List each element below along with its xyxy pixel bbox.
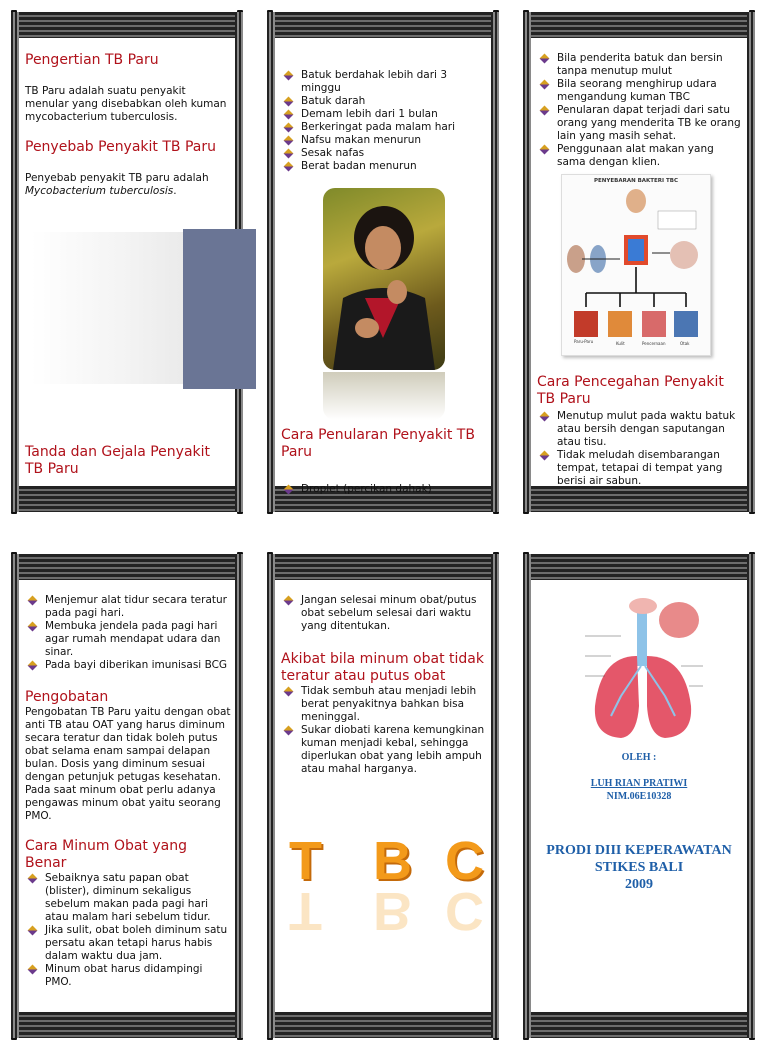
panel-1-content — [25, 52, 231, 198]
panel-6 — [523, 544, 755, 1024]
list-item: Penggunaan alat makan yang sama dengan klien. — [537, 143, 743, 169]
frame-right-bar — [491, 554, 499, 1038]
frame-left-bar — [11, 554, 19, 1038]
author-name: LUH RIAN PRATIWI — [590, 778, 688, 789]
list-item: Berkeringat pada malam hari — [281, 121, 487, 134]
panel-3-bottom — [537, 374, 743, 488]
list-item: Membuka jendela pada pagi hari agar rumah mendapat udara dan sinar. — [25, 620, 231, 659]
heading-penularan: Cara Penularan Penyakit TB Paru — [281, 427, 475, 460]
panel-4-content — [25, 594, 231, 989]
heading-pencegahan: Cara Pencegahan Penyakit TB Paru — [537, 374, 724, 407]
frame-right-bar — [491, 12, 499, 512]
frame-top-bar — [267, 554, 499, 580]
frame-top-bar — [523, 554, 755, 580]
heading-penyebab: Penyebab Penyakit TB Paru — [25, 139, 216, 155]
paragraph-pengobatan: Pengobatan TB Paru yaitu dengan obat anti TB atau OAT yang harus diminum secara teratur dan tidak boleh putus obat selama enam sampai delapan bulan. Dosis yang diminum sesuai dengan petunjuk petugas kesehatan. Pada saat minum obat perlu adanya pengawas minum obat yaitu seorang PMO. — [25, 706, 231, 822]
bullet-icon — [28, 596, 38, 606]
frame-left-bar — [523, 12, 531, 512]
heading-pengobatan: Pengobatan — [25, 689, 109, 705]
frame-bottom-bar — [523, 1012, 755, 1038]
steps-more-list — [281, 594, 487, 633]
bullet-icon — [284, 71, 294, 81]
year: 2009 — [625, 877, 653, 892]
list-item: Tidak meludah disembarangan tempat, tetapai di tempat yang berisi air sabun. — [537, 449, 743, 488]
photo-reflection — [323, 372, 445, 420]
bullet-icon — [540, 412, 550, 422]
paragraph-pengertian: TB Paru adalah suatu penyakit menular yang disebabkan oleh kuman mycobacterium tuberculosis. — [25, 85, 227, 123]
paragraph-penyebab: Penyebab penyakit TB paru adalah Mycobacterium tuberculosis. — [25, 172, 209, 197]
bullet-icon — [284, 97, 294, 107]
list-item: Batuk berdahak lebih dari 3 minggu — [281, 69, 487, 95]
list-item: Berat badan menurun — [281, 160, 487, 173]
heading-tanda-gejala: Tanda dan Gejala Penyakit TB Paru — [25, 444, 211, 477]
school-name: STIKES BALI — [594, 860, 684, 875]
bullet-icon — [284, 162, 294, 172]
diagram-label: Otak — [680, 341, 690, 346]
list-item: Tidak sembuh atau menjadi lebih berat penyakitnya bahkan bisa meninggal. — [281, 685, 487, 724]
author-label: OLEH : — [621, 752, 657, 763]
bullet-icon — [284, 726, 294, 736]
tbc-reflection-letter-b: B — [373, 881, 412, 941]
panel-5 — [267, 544, 499, 1024]
bullet-icon — [540, 54, 550, 64]
list-item: Menjemur alat tidur secara teratur pada pagi hari. — [25, 594, 231, 620]
bullet-icon — [540, 106, 550, 116]
panel-5-content — [281, 594, 487, 776]
panel-3-content — [537, 52, 743, 169]
list-item: Jangan selesai minum obat/putus obat sebelum selesai dari waktu yang ditentukan. — [281, 594, 487, 633]
frame-right-bar — [235, 554, 243, 1038]
bullet-icon — [540, 145, 550, 155]
transmission-more-list — [537, 52, 743, 169]
bullet-icon — [284, 687, 294, 697]
panel-2-bottom — [281, 427, 487, 496]
heading-akibat: Akibat bila minum obat tidak teratur atau putus obat — [281, 651, 484, 684]
program-name: PRODI DIII KEPERAWATAN — [546, 843, 732, 858]
frame-bottom-bar — [523, 486, 755, 512]
bullet-icon — [284, 485, 294, 495]
heading-cara-minum-obat: Cara Minum Obat yang Benar — [25, 838, 187, 871]
list-item: Droplet (percikan dahak) — [281, 483, 487, 496]
diagram-label: Paru-Paru — [574, 339, 594, 344]
list-item: Sesak nafas — [281, 147, 487, 160]
bullet-icon — [540, 451, 550, 461]
panel-2-content — [281, 69, 487, 173]
list-item: Sebaiknya satu papan obat (blister), diminum sekaligus sebelum makan pada pagi hari atau malam hari sebelum tidur. — [25, 872, 231, 924]
tbc-letter-c: C — [445, 831, 484, 891]
list-item: Minum obat harus didampingi PMO. — [25, 963, 231, 989]
list-item: Penularan dapat terjadi dari satu orang yang menderita TB ke orang lain yang masih sehat. — [537, 104, 743, 143]
consequences-list — [281, 685, 487, 776]
tbc-letter-b: B — [373, 831, 412, 891]
prevention-more-list — [25, 594, 231, 672]
list-item: Bila seorang menghirup udara mengandung kuman TBC — [537, 78, 743, 104]
list-item: Menutup mulut pada waktu batuk atau bersih dengan saputangan atau tisu. — [537, 410, 743, 449]
bullet-icon — [284, 110, 294, 120]
author-nim: NIM.06E10328 — [606, 791, 672, 802]
bullet-icon — [28, 926, 38, 936]
bullet-icon — [28, 661, 38, 671]
bullet-icon — [284, 136, 294, 146]
lungs-illustration — [581, 596, 705, 746]
frame-left-bar — [267, 12, 275, 512]
diagram-label: Pencernaan — [642, 341, 666, 346]
frame-right-bar — [747, 12, 755, 512]
list-item: Bila penderita batuk dan bersin tanpa menutup mulut — [537, 52, 743, 78]
decorative-gradient — [31, 232, 193, 384]
list-item: Pada bayi diberikan imunisasi BCG — [25, 659, 231, 672]
frame-top-bar — [11, 554, 243, 580]
bullet-icon — [540, 80, 550, 90]
institution-block — [523, 842, 755, 893]
list-item: Nafsu makan menurun — [281, 134, 487, 147]
bullet-icon — [284, 149, 294, 159]
panel-1-bottom — [25, 444, 231, 478]
list-item: Sukar diobati karena kemungkinan kuman menjadi kebal, sehingga diperlukan obat yang lebih ampuh atau mahal harganya. — [281, 724, 487, 776]
diagram-label: Kulit — [616, 341, 625, 346]
frame-left-bar — [267, 554, 275, 1038]
list-item: Jika sulit, obat boleh diminum satu persatu akan tetapi harus habis dalam waktu dua jam. — [25, 924, 231, 963]
frame-left-bar — [11, 12, 19, 512]
bullet-icon — [284, 123, 294, 133]
panel-4 — [11, 544, 243, 1024]
diagram-title: PENYEBARAN BAKTERI TBC — [594, 178, 678, 184]
panel-3 — [523, 0, 755, 522]
frame-bottom-bar — [267, 1012, 499, 1038]
frame-top-bar — [267, 12, 499, 38]
transmission-list — [281, 483, 487, 496]
prevention-list — [537, 410, 743, 488]
frame-top-bar — [523, 12, 755, 38]
symptom-list — [281, 69, 487, 173]
list-item: Demam lebih dari 1 bulan — [281, 108, 487, 121]
coughing-person-photo — [323, 188, 445, 370]
frame-bottom-bar — [11, 1012, 243, 1038]
panel-2 — [267, 0, 499, 522]
decorative-block — [183, 229, 256, 389]
tbc-letter-t: T — [289, 831, 322, 891]
list-item: Batuk darah — [281, 95, 487, 108]
tbc-wordart-reflection — [289, 881, 489, 941]
bullet-icon — [28, 965, 38, 975]
bullet-icon — [284, 596, 294, 606]
bullet-icon — [28, 874, 38, 884]
tbc-reflection-letter-t: T — [289, 881, 322, 941]
tbc-spread-diagram — [561, 174, 711, 356]
heading-pengertian: Pengertian TB Paru — [25, 52, 159, 68]
frame-bottom-bar — [11, 486, 243, 512]
tbc-reflection-letter-c: C — [445, 881, 484, 941]
bullet-icon — [28, 622, 38, 632]
frame-top-bar — [11, 12, 243, 38]
medication-steps-list — [25, 872, 231, 989]
